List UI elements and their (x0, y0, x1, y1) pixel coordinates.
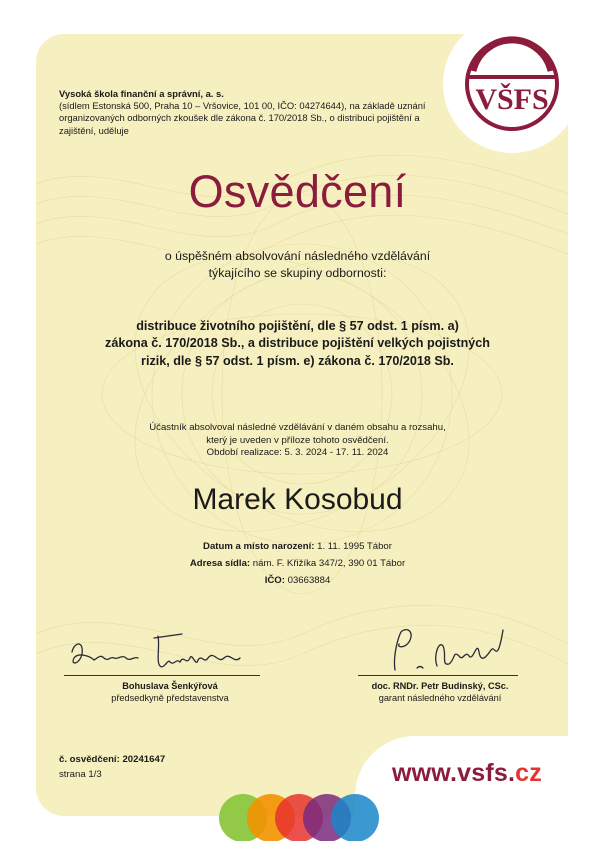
certificate-number-value: 20241647 (122, 754, 166, 765)
website-link[interactable] (392, 759, 542, 788)
ico-label: IČO: (264, 575, 285, 586)
birth-value: 1. 11. 1995 Tábor (317, 541, 392, 552)
signature-right-image (357, 620, 527, 676)
ico-row (0, 572, 595, 589)
recipient-facts (0, 538, 595, 589)
page-number: strana 1/3 (59, 769, 102, 780)
ico-value: 03663884 (287, 575, 331, 586)
signature-line-right (358, 675, 518, 676)
website-main: www.vsfs. (392, 759, 516, 787)
signatory-left-role: předsedkyně představenstva (111, 693, 229, 704)
birth-label: Datum a místo narození: (203, 541, 315, 552)
subtitle-line-2: týkajícího se skupiny odbornosti: (208, 265, 387, 280)
certificate-subtitle (0, 248, 595, 281)
signatory-left-name: Bohuslava Šenkýřová (122, 681, 218, 691)
certificate-number-row (59, 752, 165, 767)
specialization (52, 318, 543, 370)
birth-row (0, 538, 595, 555)
web-footer-background (355, 736, 595, 856)
signature-line-left (64, 675, 260, 676)
address-value: nám. F. Křižíka 347/2, 390 01 Tábor (252, 558, 406, 569)
certificate-number-label: č. osvědčení: (59, 754, 120, 765)
issuer-details: (sídlem Estonská 500, Praha 10 – Vršovice, 101 00, IČO: 04274644), na základě uznání organizovaných odborných zkoušek dle zákona č. 170/2018 Sb., o distribuci pojištění a zajištění, uděluje (59, 100, 426, 136)
address-row (0, 555, 595, 572)
specialization-line-3: rizik, dle § 57 odst. 1 písm. e) zákona č. 170/2018 Sb. (141, 353, 454, 368)
note-line-3: Období realizace: 5. 3. 2024 - 17. 11. 2024 (206, 447, 389, 459)
logo-text: VŠFS (475, 83, 549, 116)
subtitle-line-1: o úspěšném absolvování následného vzdělávání (164, 249, 431, 263)
specialization-line-1: distribuce životního pojištění, dle § 57 odst. 1 písm. a) (136, 319, 459, 333)
completion-note (0, 422, 595, 460)
certificate-title: Osvědčení (188, 166, 407, 217)
signatory-left (60, 680, 280, 704)
signatory-right-name: doc. RNDr. Petr Budinský, CSc. (371, 681, 509, 691)
note-line-2: který je uveden v příloze tohoto osvědčení. (206, 434, 389, 446)
signatory-right-role: garant následného vzdělávání (378, 693, 502, 704)
certificate-number-block (59, 752, 165, 782)
signatory-right (320, 680, 560, 704)
note-line-1: Účastník absolvoval následné vzdělávání v daném obsahu a rozsahu, (149, 422, 446, 433)
address-label: Adresa sídla: (189, 558, 251, 569)
signature-left-image (64, 628, 264, 676)
recipient-name: Marek Kosobud (192, 483, 403, 516)
issuer-header (59, 88, 449, 137)
specialization-line-2: zákona č. 170/2018 Sb., a distribuce pojištění velkých pojistných (105, 336, 490, 351)
issuer-name: Vysoká škola finanční a správní, a. s. (59, 88, 224, 99)
website-tld: cz (515, 759, 542, 787)
vsfs-logo (463, 35, 561, 133)
